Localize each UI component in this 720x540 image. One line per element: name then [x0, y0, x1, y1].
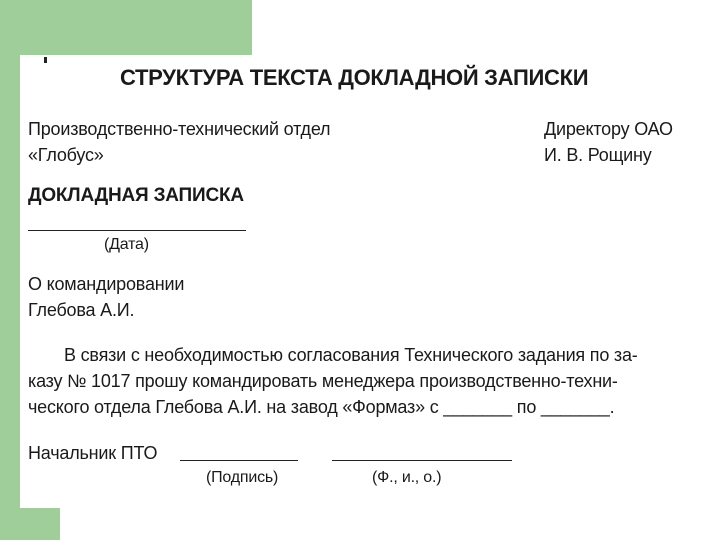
sender-line-1: Производственно-технический отдел	[28, 119, 331, 139]
recipient-line-2: И. В. Рощину	[544, 145, 652, 165]
green-decor-left	[0, 0, 20, 540]
green-decor-top	[0, 0, 252, 58]
name-caption: (Ф., и., о.)	[372, 469, 442, 486]
document-page	[20, 55, 700, 508]
sender-line-2: «Глобус»	[28, 145, 104, 165]
subject-line-1: О командировании	[28, 274, 185, 294]
body-line-3: ческого отдела Глебова А.И. на завод «Формаз» с _______ по _______.	[28, 397, 615, 417]
signature-caption: (Подпись)	[206, 469, 279, 486]
recipient-line-1: Директору ОАО	[544, 119, 673, 139]
green-decor-bottom	[0, 508, 60, 540]
scan-mark	[44, 57, 47, 63]
signer-position: Начальник ПТО	[28, 443, 158, 463]
body-line-1: В связи с необходимостью согласования Технического задания по за-	[64, 345, 638, 365]
body-line-2: казу № 1017 прошу командировать менеджера производственно-техни-	[28, 371, 618, 391]
date-field-line	[28, 230, 246, 231]
date-caption: (Дата)	[104, 236, 149, 253]
document-title: ДОКЛАДНАЯ ЗАПИСКА	[28, 185, 244, 206]
signature-field-line	[180, 460, 298, 461]
name-field-line	[332, 460, 512, 461]
page-title: СТРУКТУРА ТЕКСТА ДОКЛАДНОЙ ЗАПИСКИ	[120, 65, 589, 90]
subject-line-2: Глебова А.И.	[28, 300, 135, 320]
